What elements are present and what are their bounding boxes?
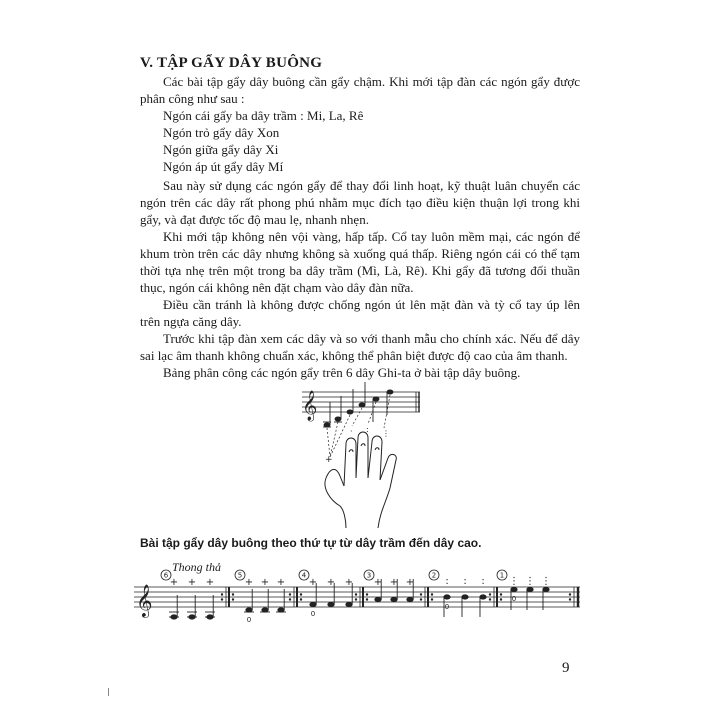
exercise-title: Bài tập gẩy dây buông theo thứ tự từ dây trầm đến dây cao. (140, 536, 482, 550)
index-mark: · (350, 427, 353, 436)
page-number: 9 (562, 660, 570, 676)
svg-text:⋮: ⋮ (541, 576, 551, 587)
treble-clef-icon: 𝄞 (136, 584, 153, 617)
beginner-advice-paragraph: Khi mới tập không nên vội vàng, hấp tấp. Cổ tay luôn mềm mại, các ngón để khum tròn trên các dây nhưng không sà xuống quá thấp. Riêng ngón cái có thể tạm thời tựa nhẹ trên một trong ba dây trầm (Mì, Là, Rê). Khi gẩy đã tương đối thuần thục, ngón cái không nên đặt chạm vào dây đàn nữa. (140, 229, 580, 295)
svg-text:0: 0 (444, 603, 450, 611)
fingering-lines (327, 395, 390, 457)
svg-text:+: + (326, 577, 336, 588)
section-heading: V. TẬP GẨY DÂY BUÔNG (140, 55, 323, 71)
svg-text:0: 0 (310, 610, 316, 618)
intro-paragraph: Các bài tập gẩy dây buông cần gẩy chậm. Khi mới tập đàn các ngón gẩy được phân công như sau : (140, 74, 580, 106)
figure-caption: Bảng phân công các ngón gẩy trên 6 dây Ghi-ta ở bài tập dây buông. (163, 365, 521, 380)
string-6-label: 6 (163, 571, 169, 580)
technique-paragraph: Sau này sử dụng các ngón gẩy để thay đổi linh hoạt, kỹ thuật luân chuyển các ngón trên các dây rất phong phú nhằm mục đích tạo điều kiện thuận lợi trong khi gẩy, và đạt được tốc độ mau lẹ, nhanh nhẹn. (140, 178, 580, 227)
svg-text:+: + (260, 577, 270, 588)
string-2-label: 2 (431, 571, 437, 580)
hand-fingering-figure (300, 382, 422, 530)
svg-text::: : (463, 576, 467, 587)
svg-text:+: + (244, 577, 254, 588)
string-5-label: 5 (237, 571, 243, 580)
svg-text::: : (445, 576, 449, 587)
ring-mark: ⋮ (382, 429, 390, 438)
fingering-marks (170, 576, 551, 588)
finger-assignment-thumb: Ngón cái gẩy ba dây trầm : Mi, La, Rê (163, 108, 364, 123)
svg-text:+: + (169, 577, 179, 588)
svg-text:+: + (344, 577, 354, 588)
tempo-marking: Thong thả (172, 560, 222, 574)
string-1-label: 1 (499, 571, 505, 580)
avoid-paragraph: Điều cần tránh là không được chống ngón út lên mặt đàn và tỳ cổ tay úp lên trên ngựa căng dây. (140, 297, 580, 329)
finger-assignment-middle: Ngón giữa gẩy dây Xi (163, 142, 279, 157)
svg-text:+: + (405, 577, 415, 588)
svg-text:+: + (276, 577, 286, 588)
svg-text:+: + (389, 577, 399, 588)
string-3-label: 3 (366, 571, 372, 580)
svg-text::: : (481, 576, 485, 587)
svg-text:+: + (373, 577, 383, 588)
hand-outline (325, 432, 396, 528)
svg-text:+: + (187, 577, 197, 588)
svg-text:0: 0 (246, 616, 252, 624)
thumb-mark: + (325, 455, 333, 465)
svg-text:+: + (205, 577, 215, 588)
tuning-paragraph: Trước khi tập đàn xem các dây và so với thanh mẫu cho chính xác. Nếu để dây sai lạc âm thanh không chuẩn xác, không thể phân biệt được độ cao của âm thanh. (140, 331, 580, 363)
margin-mark (108, 688, 109, 696)
figure-staff (302, 392, 420, 412)
finger-assignment-index: Ngón trỏ gẩy dây Xon (163, 125, 280, 140)
svg-text:+: + (308, 577, 318, 588)
treble-clef-icon: 𝄞 (302, 391, 318, 421)
middle-mark: : (366, 425, 369, 434)
figure-notes (323, 382, 393, 427)
finger-assignment-ring: Ngón áp út gẩy dây Mí (163, 159, 284, 174)
svg-text:0: 0 (511, 595, 517, 603)
exercise-staff (134, 565, 582, 625)
svg-text:⋮: ⋮ (525, 576, 535, 587)
string-4-label: 4 (301, 571, 307, 580)
svg-text:⋮: ⋮ (509, 576, 519, 587)
